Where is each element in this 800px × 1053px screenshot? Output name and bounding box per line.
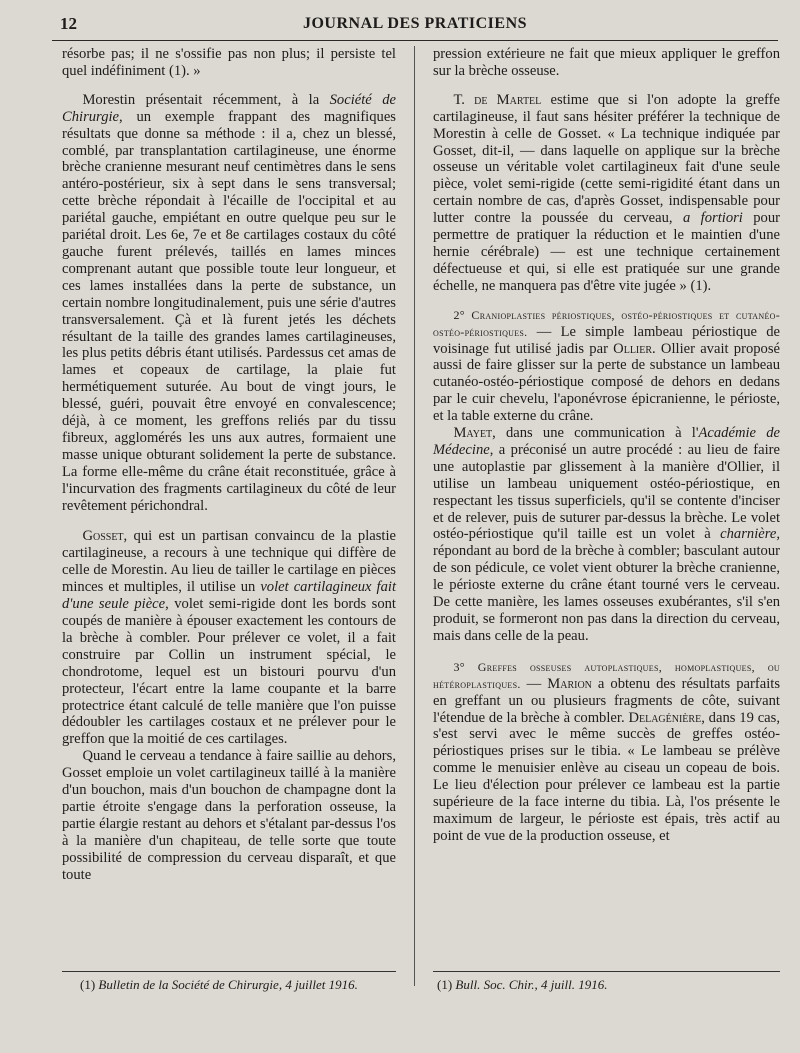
italic-term: a fortiori — [682, 210, 743, 227]
page-header — [52, 12, 778, 41]
footnote-rule — [62, 971, 396, 972]
column-divider — [414, 46, 415, 986]
italic-term: volet cartilagineux fait d'une seule pièce — [62, 579, 396, 613]
paragraph: pression extérieure ne fait que mieux appliquer le greffon sur la brèche osseuse. — [433, 46, 780, 79]
footnote: (1) Bulletin de la Société de Chirurgie, 4 juillet 1916. — [80, 977, 358, 992]
paragraph: résorbe pas; il ne s'ossifie pas non plus; il persiste tel quel indéfiniment (1). » — [62, 46, 396, 79]
right-column — [433, 46, 780, 845]
author-name: T. de Martel — [453, 91, 542, 108]
author-name: Delagénière — [628, 709, 702, 726]
paragraph: 3° Greffes osseuses autoplastiques, homoplastiques, ou hétéroplastiques. — Marion a obtenu des résultats parfaits en greffant un ou plusieurs fragments de côte, suivant l'étendue de la brèche à combler. Delagénière, dans 19 cas, s'est servi avec le même succès de greffes ostéo-périostiques prises sur le tibia. « Le lambeau se prélève comme le menuisier enlève au ciseau un copeau de bois. Le lieu d'élection pour prélever ce lambeau est la partie supérieure de la face interne du tibia. Là, l'os présente le maximum de largeur, le périoste est épais, très actif au point de vue de la production osseuse, et — [433, 659, 780, 844]
author-name: Gosset — [82, 528, 124, 545]
author-name: Mayet — [453, 425, 493, 442]
italic-reference: Société de Chirurgie — [62, 91, 396, 125]
author-name: Ollier — [613, 340, 653, 357]
author-name: Marion — [547, 675, 592, 692]
paragraph: Morestin présentait récemment, à la Société de Chirurgie, un exemple frappant des magnifiques résultats que donne sa méthode : il a, chez un blessé, comblé, par transplantation cartilagineuse, une énorme brèche cranienne mesurant neuf centimètres dans le sens antéro-postérieur, six à sept dans le sens transversal; cette brèche répondait à l'écaille de l'occipital et au pariétal gauche, empiétant en outre quelque peu sur le pariétal droit. Les 6e, 7e et 8e cartilages costaux du côté gauche furent prélevés, taillés en lames minces comprenant autant que possible toute leur longueur, et ces lames installées dans la perte de substance, un certain nombre longitudinalement, puis une série d'autres transversalement. Çà et là furent jetés les déchets résultant de la taille des grandes lames cartilagineuses, les plus petits débris étant utilisés. Pardessus cet amas de lames et copeaux de cartilage, la plaie fut hermétiquement suturée. Au bout de vingt jours, le blessé, guéri, pouvait être envoyé en convalescence; déjà, à ce moment, les greffons reliés par du tissu fibreux, agglomérés les uns aux autres, formaient une masse unique obturant solidement la perte de substance. La forme elle-même du crâne était reconstituée, grâce à l'incurvation des fragments cartilagineux du côté de leur revêtement périchondral. — [62, 91, 396, 514]
paragraph: Quand le cerveau a tendance à faire saillie au dehors, Gosset emploie un volet cartilagineux taillé à la manière d'un bouchon, mais d'un bouchon de champagne dont la partie étroite s'engage dans la perforation osseuse, la partie élargie restant au dehors et s'étalant par-dessus l'os à la manière d'un chapiteau, de telle sorte que toute possibilité de compression du cerveau disparaît, et que toute — [62, 748, 396, 883]
running-title: JOURNAL DES PRATICIENS — [302, 15, 528, 32]
section-heading: 2° Cranioplasties périostiques, ostéo-périostiques et cutanéo-ostéo-périostiques. — [433, 307, 780, 339]
paragraph: Gosset, qui est un partisan convaincu de la plastie cartilagineuse, a recours à une technique qui diffère de celle de Morestin. Au lieu de tailler le cartilage en pièces minces et multiples, il utilise un volet cartilagineux fait d'une seule pièce, volet semi-rigide dont les bords sont coupés de manière à épouser exactement les contours de la brèche à combler. Pour prélever ce volet, il a fait construire par Collin un instrument spécial, le chondrotome, lequel est un bistouri pourvu d'un protecteur, l'écart entre la lame coupante et la barre protectrice étant calculé de telle manière que l'on puisse dédoubler les cartilages costaux et ne prélever pour le greffon que la moitié de ces cartilages. — [62, 528, 396, 748]
footnote: (1) Bull. Soc. Chir., 4 juill. 1916. — [437, 977, 608, 992]
paragraph: Mayet, dans une communication à l'Académie de Médecine, a préconisé un autre procédé : au lieu de faire une autoplastie par glissement à la manière d'Ollier, il utilise un lambeau uniquement ostéo-périostique, en respectant les tissus superficiels, qu'il se contente d'inciser et de relever, puis de suturer par-dessus la brèche. Le volet ostéo-périostique qu'il taille est un volet à charnière, répondant au bord de la brèche à combler; basculant autour de son pédicule, ce volet vient obturer la brèche cranienne, le périoste externe du crâne étant tourné vers le cerveau. De cette manière, les lames osseuses exubérantes, s'il s'en produit, se formeront non pas dans la direction du cerveau, mais dans celle de la peau. — [433, 425, 780, 644]
page-number: 12 — [60, 14, 77, 33]
paragraph: T. de Martel estime que si l'on adopte la greffe cartilagineuse, il faut sans hésiter préférer la technique de Morestin à celle de Gosset. « La technique indiquée par Gosset, dit-il, — dans laquelle on applique sur la brèche osseuse un véritable volet cartilagineux fait d'une seule pièce, volet semi-rigide (cette semi-rigidité étant dans un certain nombre de cas, d'après Gosset, indispensable pour lutter contre la poussée du cerveau, a fortiori pour permettre de pratiquer la réduction et le maintien d'une hernie cérébrale) — est une technique certainement défectueuse et qui, si elle est pratiquée sur une grande échelle, ne manquera pas d'être vite jugée » (1). — [433, 91, 781, 294]
italic-reference: Académie de Médecine — [433, 425, 780, 458]
footnote-rule — [433, 971, 780, 972]
section-heading: 3° Greffes osseuses autoplastiques, homoplastiques, ou hétéroplastiques. — [433, 659, 780, 691]
italic-term: charnière, — [720, 526, 780, 543]
paragraph: 2° Cranioplasties périostiques, ostéo-périostiques et cutanéo-ostéo-périostiques. — Le simple lambeau périostique de voisinage fut utilisé jadis par Ollier. Ollier avait proposé aussi de faire glisser sur la perte de substance un lambeau cutanéo-ostéo-périostique composé de dehors en dedans par le cuir chevelu, l'aponévrose épicranienne, le périoste, et la table externe du crâne. — [433, 307, 780, 425]
left-column — [62, 46, 396, 884]
